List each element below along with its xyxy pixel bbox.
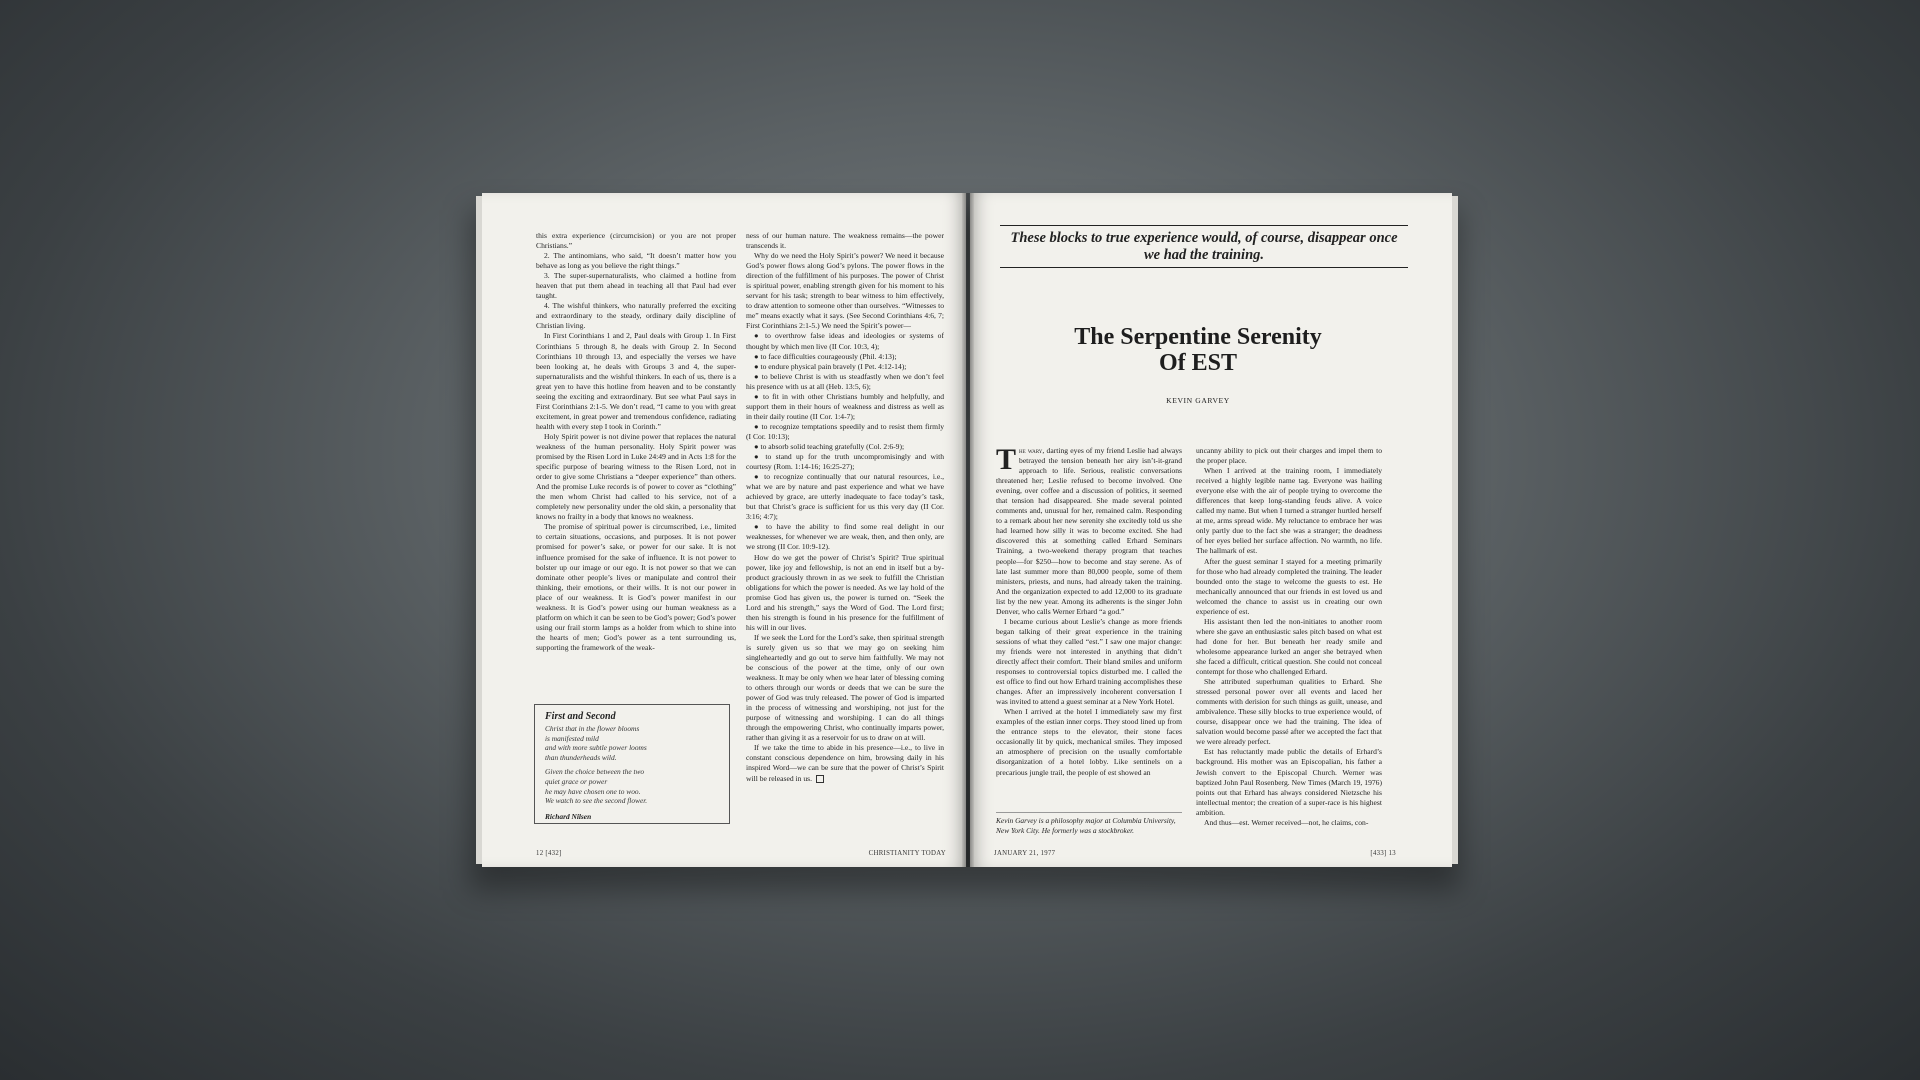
list-item: ● to endure physical pain bravely (I Pet. 4:12-14); (754, 361, 907, 371)
paragraph: 2. The antinomians, who said, “It doesn’t matter how you behave as long as you believe the right things.” (536, 251, 736, 271)
paragraph: 3. The super-supernaturalists, who claimed a hotline from heaven that put them ahead in teaching all that Paul had ever taught. (536, 271, 736, 301)
right-column-2 (1196, 446, 1382, 838)
paragraph: Why do we need the Holy Spirit’s power? We need it because God’s power flows along God’s pylons. The power flows in the direction of the fulfillment of his purposes. The power of Christ is spiritual power, enabling strength given for his moment to his servant for his task; strength to bear witness to him effectively, to draw attention to someone other than ourselves. “Witnesses to me” means exactly what it says. (See Second Corinthians 4:6, 7; First Corinthians 2:1-5.) We need the Spirit’s power— (746, 251, 944, 331)
end-mark-icon (816, 775, 824, 783)
left-column-2 (746, 231, 944, 835)
list-item: ● to overthrow false ideas and ideologies or systems of thought by which men live (II Cor. 10:3, 4); (746, 331, 944, 351)
lead-text: darting eyes of my friend Leslie had always betrayed the tension beneath her airy isn’t-it-grand approach to life. Serious, realistic conversations threatened her; Leslie refused to become involved. One evening, over coffee and a discussion of politics, it seemed that tension had disappeared. She made several pointed comments and, unusual for her, remained calm. Responding to a remark about her new serenity she excitedly told us she had learned how silly it was to become excited. She had discovered this at something called Erhard Seminars Training, a two-weekend therapy program that teaches people—for $250—how to become and stay serene. As of late last summer more than 80,000 people, some of them ministers, priests, and nuns, had already taken the training. And the organization expected to add 12,000 to its graduate list by the new year. Among its adherents is the singer John Denver, who calls Werner Erhard “a god.” (996, 446, 1182, 616)
poem-title: First and Second (545, 711, 616, 722)
poem-line: is manifested mild (545, 733, 599, 743)
list-item: ● to recognize temptations speedily and to resist them firmly (I Cor. 10:13); (746, 421, 944, 441)
right-page (970, 193, 1452, 867)
spine-gutter (962, 193, 974, 867)
title-line: The Serpentine Serenity (1074, 324, 1322, 350)
folio-page-number: 12 [432] (536, 850, 562, 857)
paragraph: 4. The wishful thinkers, who naturally preferred the exciting and extraordinary to the steady, ordinary daily discipline of Christian living. (536, 301, 736, 331)
paragraph: His assistant then led the non-initiates to another room where she gave an enthusiastic sales pitch based on what est had done for her. But beneath her ready smile and wholesome appearance lurked an anger she betrayed when she faced a difficult, critical question. She could not conceal contempt for those who challenged Erhard. (1196, 616, 1382, 677)
poem-line: than thunderheads wild. (545, 752, 617, 762)
list-item: ● to stand up for the truth uncompromisingly and with courtesy (Rom. 1:14-16; 16:25-27); (746, 452, 944, 472)
paragraph: Est has reluctantly made public the details of Erhard’s background. His mother was an Episcopalian, his father a Jewish convert to the Episcopal Church. Werner was baptized John Paul Rosenberg. New Times (March 19, 1976) points out that Erhard has always considered Nietzsche his intellectual mentor; the creation of a super-race is his highest ambition. (1196, 747, 1382, 817)
poem-author: Richard Nilsen (545, 811, 592, 821)
poem-line: Given the choice between the two (545, 767, 645, 777)
list-item: ● to absorb solid teaching gratefully (Col. 2:6-9); (754, 441, 905, 451)
folio-magazine-name: CHRISTIANITY TODAY (868, 850, 946, 857)
left-column-1 (536, 231, 736, 701)
poem-box (534, 704, 730, 824)
left-page (482, 193, 966, 867)
paragraph: uncanny ability to pick out their charges and impel them to the proper place. (1196, 446, 1382, 466)
paragraph: If we seek the Lord for the Lord’s sake, then spiritual strength is surely given us so that we may go on seeking him singleheartedly and go out to serve him faithfully. We may not be conscious of the power at the time, only of our own weakness. It may be only when we hear later of blessing coming to others through our words or deeds that we can be sure the power of God was truly released. The power of God is imparted in the process of witnessing and worshiping, not just for the purpose of witnessing and worshiping. I can do all things through the empowering Christ, who continually imparts power, rather than giving it as a reservoir for us to draw on at will. (746, 632, 944, 743)
poem-line: he may have chosen one to woo. (545, 786, 641, 796)
poem-line: and with more subtle power looms (545, 743, 647, 753)
paragraph: How do we get the power of Christ’s Spirit? True spiritual power, like joy and fellowship, is not an end in itself but a by-product graciously thrown in as we seek to fulfill the Christian obligations for which the power is needed. As we lay hold of the promise God has given us, the power is turned on. “Seek the Lord and his strength,” says the Word of God. The Lord first; then his strength is found in his presence for the fulfillment of his will in our lives. (746, 552, 944, 632)
author-bio: Kevin Garvey is a philosophy major at Columbia University, New York City. He formerly was a stockbroker. (996, 812, 1182, 836)
lead-paragraph (996, 446, 1182, 617)
list-item: ● to fit in with other Christians humbly and helpfully, and support them in their hours of weakness and distress as well as in their daily routine (II Cor. 1:4-7); (746, 391, 944, 421)
right-column-1 (996, 446, 1182, 802)
paragraph: When I arrived at the hotel I immediately saw my first examples of the estian inner corps. They stood lined up from the entrance steps to the elevator, their stone faces occasionally lit by quick, mechanical smiles. They imposed an atmosphere of precision on the usually comfortable disorganization of a hotel lobby. Like sentinels on a precarious jungle trail, the people of est showed an (996, 707, 1182, 777)
pull-quote: These blocks to true experience would, of course, disappear once we had the training. (1000, 225, 1408, 268)
lead-smallcaps: he wary, (1019, 446, 1045, 455)
list-item: ● to believe Christ is with us steadfastly when we don’t feel his presence with us at all (Heb. 13:5, 6); (746, 371, 944, 391)
paragraph: She attributed superhuman qualities to Erhard. She stressed personal power over all events and laced her comments with derision for such things as guilt, unease, and ambivalence. These silly blocks to true experience would, of course, disappear once we had the training. The idea of salvation would become passé after we accepted the fact that we were already perfect. (1196, 677, 1382, 747)
paragraph: And thus—est. Werner received—not, he claims, con- (1204, 817, 1369, 827)
list-item: ● to have the ability to find some real delight in our weaknesses, for whenever we are weak, then, and then only, are we strong (II Cor. 10:9-12). (746, 522, 944, 552)
poem-line: quiet grace or power (545, 776, 608, 786)
title-line: Of EST (1158, 350, 1238, 376)
paragraph (746, 743, 944, 783)
byline: KEVIN GARVEY (1166, 396, 1230, 405)
paragraph-text: If we take the time to abide in his presence—i.e., to live in constant conscious dependence on him, browsing daily in his inspired Word—we can be sure that the power of Christ’s Spirit will be released in us. (746, 743, 944, 783)
paragraph: After the guest seminar I stayed for a meeting primarily for those who had already completed the training. The leader bounded onto the stage to welcome the guests to est. He mechanically announced that our friends in est loved us and welcomed the chance to assist us in creating our own experience of est. (1196, 556, 1382, 616)
poem-line: Christ that in the flower blooms (545, 724, 640, 733)
paragraph: this extra experience (circumcision) or you are not proper Christians.” (536, 231, 736, 251)
list-item: ● to face difficulties courageously (Phil. 4:13); (754, 351, 897, 361)
poem-line: We watch to see the second flower. (545, 796, 648, 806)
article-title (1000, 324, 1396, 376)
folio-date: JANUARY 21, 1977 (994, 850, 1056, 857)
paragraph: The promise of spiritual power is circumscribed, i.e., limited to certain situations, occasions, and purposes. It is not power promised for power’s sake, or power for our sake. It is not influence promised for the sake of influence. It is not power to bolster up our image or our ego. It is not power so that we can dominate other people’s lives or manipulate and control their thinking, their emotions, or their wills. It is not our power in place of our weakness. It is God’s power manifest in our weakness. It is God’s power using our human weakness as a platform on which it can be seen to be God’s power; God’s power using our frail storm lamps as a holder from which to shine into the hearts of men; God’s power as a tent surrounding us, supporting the framework of the weak- (536, 522, 736, 652)
paragraph: ness of our human nature. The weakness remains—the power transcends it. (746, 231, 944, 251)
paragraph: Holy Spirit power is not divine power that replaces the natural weakness of the human personality. Holy Spirit power was promised by the Risen Lord in Luke 24:49 and in Acts 1:8 for the specific purpose of bearing witness to the Risen Lord, not in order to give some Christians a “deeper experience” than others. And the promise Luke records is of power to cover as “clothing” the men whom Christ had called to his service, not of a completely new personality under the old skin, a personality that knows no frailty in a body that knows no weakness. (536, 431, 736, 522)
list-item: ● to recognize continually that our natural resources, i.e., what we are by nature and past experience and what we have achieved by grace, are utterly inadequate to face today’s task, but that Christ’s grace is sufficient for us this very day (II Cor. 3:16; 4:7); (746, 472, 944, 522)
paragraph: In First Corinthians 1 and 2, Paul deals with Group 1. In First Corinthians 5 through 8, he deals with Group 2. In Second Corinthians 10 through 13, and especially the verses we have been looking at, he deals with Groups 3 and 4, the super-supernaturalists and the wishful thinkers. In each of us, there is a great yen to have this hotline from heaven and to be constantly seeing the exciting and extraordinary. But see what Paul says in First Corinthians 2:1-5. We don’t read, “I came to you with great excitement, in great power and tremendous confidence, radiating health with every step I took in Corinth.” (536, 331, 736, 431)
drop-cap: T (996, 446, 1017, 476)
folio-page-number: [433] 13 (1370, 850, 1396, 857)
paragraph: When I arrived at the training room, I immediately received a highly legible name tag. Everyone was hailing everyone else with the air of people trying to overcome the differences that keep long-standing feuds alive. A voice called my name. But when I turned a stranger hurtled herself at me, arms spread wide. My reluctance to embrace her was only partly due to the fact she was a stranger; the deadness of her eyes belied her surface affection. No warmth, no life. The hallmark of est. (1196, 466, 1382, 556)
paragraph: I became curious about Leslie’s change as more friends began talking of their great experience in the training sessions of what they called “est.” I saw one major change: my friends were not interested in anything that didn’t directly affect their comfort. Their bland smiles and uniform responses to controversial topics disturbed me. I called the est office to find out how Erhard training accomplishes these changes. After an impressively incoherent conversation I was invited to attend a guest seminar at a New York Hotel. (996, 616, 1182, 707)
